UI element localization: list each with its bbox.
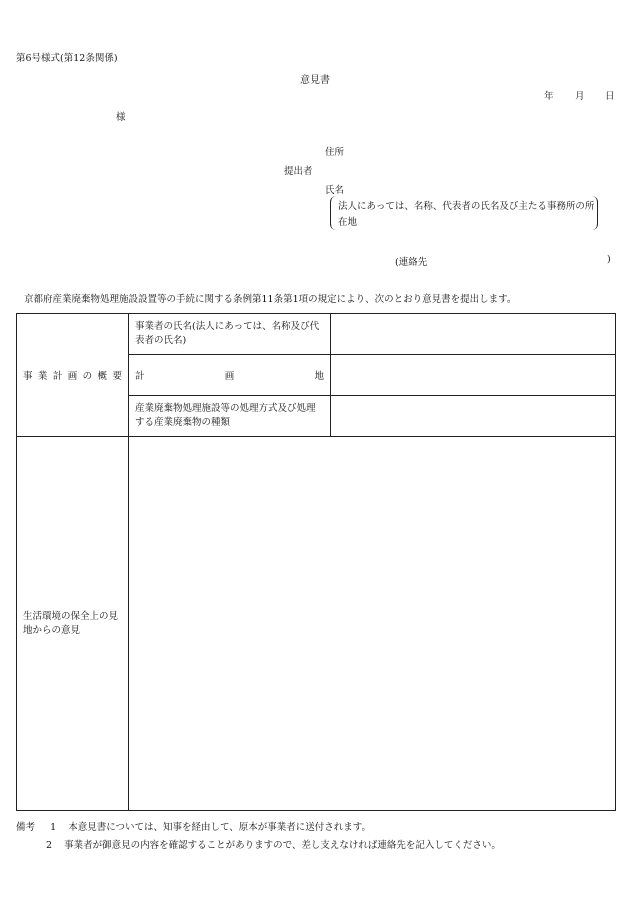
row-label-processing-method: 産業廃棄物処理施設等の処理方式及び処理する産業廃棄物の種類 (129, 396, 331, 437)
address-label: 住所 (325, 147, 345, 158)
name-label: 氏名 (325, 185, 345, 196)
value-business-name[interactable] (331, 314, 616, 355)
overview-label: 事 業 計 画 の 概 要 (23, 371, 122, 382)
row-label-site (129, 355, 331, 396)
page-title: 意見書 (300, 75, 330, 86)
remark-num-1: 1 (50, 822, 57, 833)
intro-text: 京都府産業廃棄物処理施設設置等の手続に関する条例第11条第1項の規定により、次のとおり意見書を提出します。 (24, 294, 517, 305)
addressee-suffix: 様 (116, 112, 126, 123)
opinion-value[interactable] (129, 437, 616, 811)
row-label-business-name: 事業者の氏名(法人にあっては、名称及び代表者の氏名) (129, 314, 331, 355)
row-label-site-text: 計 画 地 (135, 371, 324, 382)
date-month: 月 (575, 91, 585, 102)
contact-open: (連絡先 (395, 257, 428, 268)
remark-num-2: 2 (46, 840, 53, 851)
opinion-form-table (16, 313, 616, 811)
date-year: 年 (544, 91, 554, 102)
overview-label-cell (17, 314, 129, 437)
submitter-label: 提出者 (284, 166, 313, 177)
remarks-line-1 (16, 819, 371, 833)
remark-text-1: 本意見書については、知事を経由して、原本が事業者に送付されます。 (68, 822, 372, 833)
form-number: 第6号様式(第12条関係) (16, 53, 118, 64)
value-processing-method[interactable] (331, 396, 616, 437)
remarks-line-2 (46, 837, 501, 851)
corporate-note: 法人にあっては、名称、代表者の氏名及び主たる事務所の所在地 (338, 201, 595, 228)
date-day: 日 (605, 91, 615, 102)
remarks-heading: 備考 (16, 822, 36, 833)
remark-text-2: 事業者が御意見の内容を確認することがありますので、差し支えなければ連絡先を記入してください。 (64, 840, 501, 851)
opinion-label: 生活環境の保全上の見地からの意見 (17, 437, 129, 811)
value-site[interactable] (331, 355, 616, 396)
contact-close: ) (607, 254, 611, 265)
